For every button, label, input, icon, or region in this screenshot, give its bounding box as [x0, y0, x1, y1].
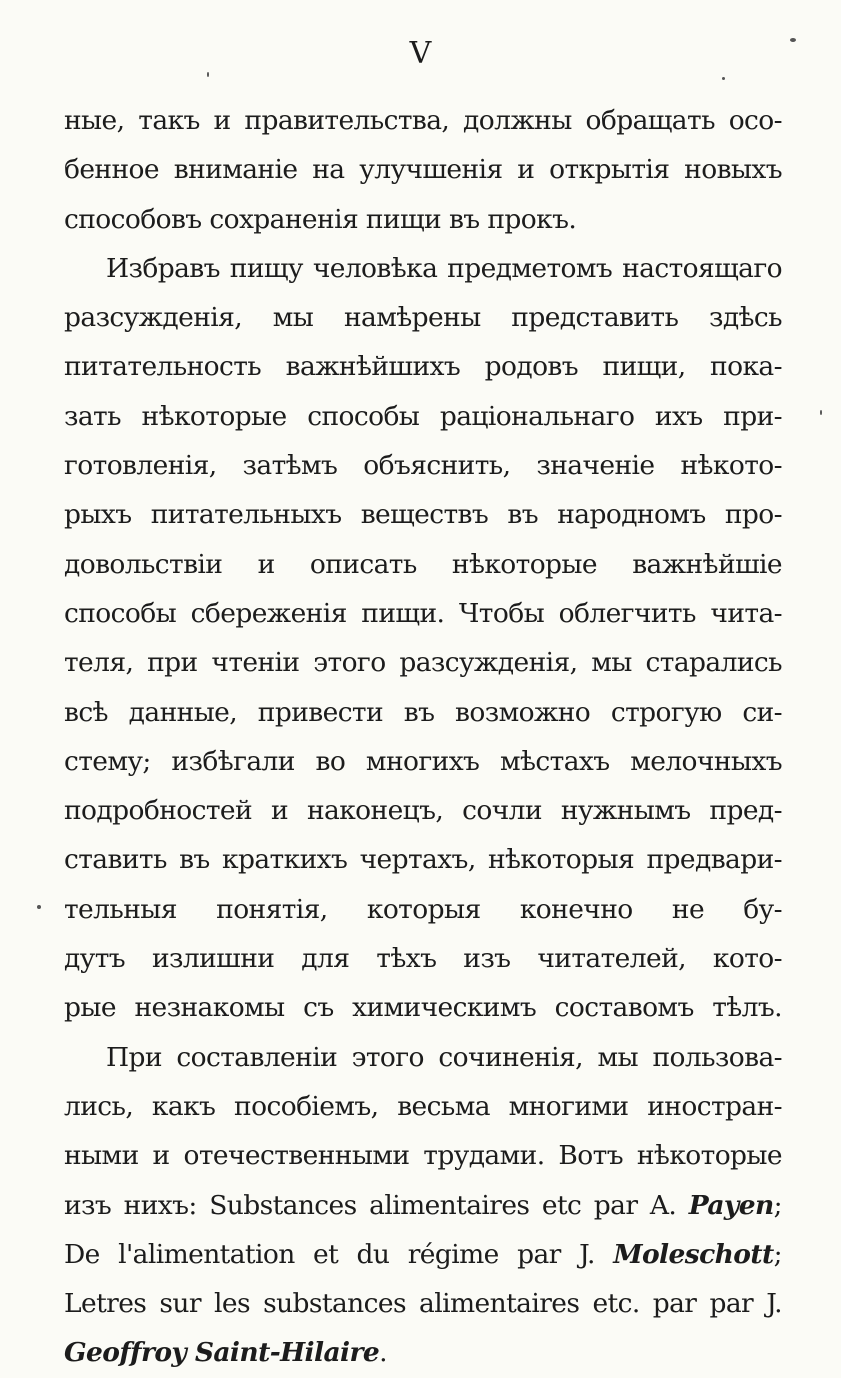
text-line: теля, при чтеніи этого разсужденія, мы старались [64, 647, 782, 679]
text-line: всѣ данные, привести въ возможно строгую си- [64, 696, 782, 728]
paper-speck [790, 38, 796, 42]
body-text [64, 96, 782, 1378]
text-line: способы сбереженія пищи. Чтобы облегчить чита- [64, 597, 782, 629]
text-line: зать нѣкоторые способы раціональнаго ихъ при- [64, 400, 782, 432]
text-line: ными и отечественными трудами. Вотъ нѣкоторые [64, 1140, 782, 1172]
text-line: бенное вниманіе на улучшенія и открытія новыхъ [64, 154, 782, 186]
text-line: дутъ излишни для тѣхъ изъ читателей, кото- [64, 943, 782, 975]
paper-speck [820, 410, 822, 415]
text-line: тельныя понятія, которыя конечно не бу- [64, 893, 782, 925]
text-run: Letres sur les substances alimentaires etc. par par J. [64, 1288, 782, 1320]
text-line: способовъ сохраненія пищи въ прокъ. [64, 203, 577, 235]
paper-speck [37, 905, 41, 909]
text-line: довольствіи и описать нѣкоторые важнѣйшіе [64, 548, 782, 580]
text-line: разсужденія, мы намѣрены представить здѣсь [64, 302, 782, 334]
text-run: . [379, 1337, 387, 1369]
text-line: лись, какъ пособіемъ, весьма многими иностран- [64, 1090, 782, 1122]
author-name: Moleschott [613, 1238, 774, 1270]
text-line: рыхъ питательныхъ веществъ въ народномъ про- [64, 499, 782, 531]
author-name: Geoffroy Saint-Hilaire [64, 1337, 380, 1369]
paper-speck [722, 77, 725, 80]
paper-speck [207, 72, 209, 77]
text-run: ; [773, 1189, 782, 1221]
text-line [64, 1279, 782, 1328]
text-run: ; [773, 1238, 782, 1270]
text-line [64, 1181, 782, 1230]
text-line: готовленія, затѣмъ объяснить, значеніе нѣкото- [64, 450, 782, 482]
text-line [64, 1328, 782, 1377]
page-number: V [409, 36, 432, 71]
text-run: изъ нихъ: Substances alimentaires etc par A. [64, 1189, 689, 1221]
author-name: Payen [688, 1189, 774, 1221]
text-line: рые незнакомы съ химическимъ составомъ тѣлъ. [64, 992, 782, 1024]
text-line: питательность важнѣйшихъ родовъ пищи, пока- [64, 351, 782, 383]
text-line: Избравъ пищу человѣка предметомъ настоящаго [106, 252, 782, 284]
text-run: De l'alimentation et du régime par J. [64, 1238, 614, 1270]
text-line: ные, такъ и правительства, должны обращать осо- [64, 105, 782, 136]
text-line [64, 1230, 782, 1279]
text-line: подробностей и наконецъ, сочли нужнымъ пред- [64, 795, 782, 827]
text-line: ставить въ краткихъ чертахъ, нѣкоторыя предвари- [64, 844, 782, 876]
text-line: При составленіи этого сочиненія, мы пользова- [106, 1041, 782, 1073]
text-line: стему; избѣгали во многихъ мѣстахъ мелочныхъ [64, 745, 782, 777]
